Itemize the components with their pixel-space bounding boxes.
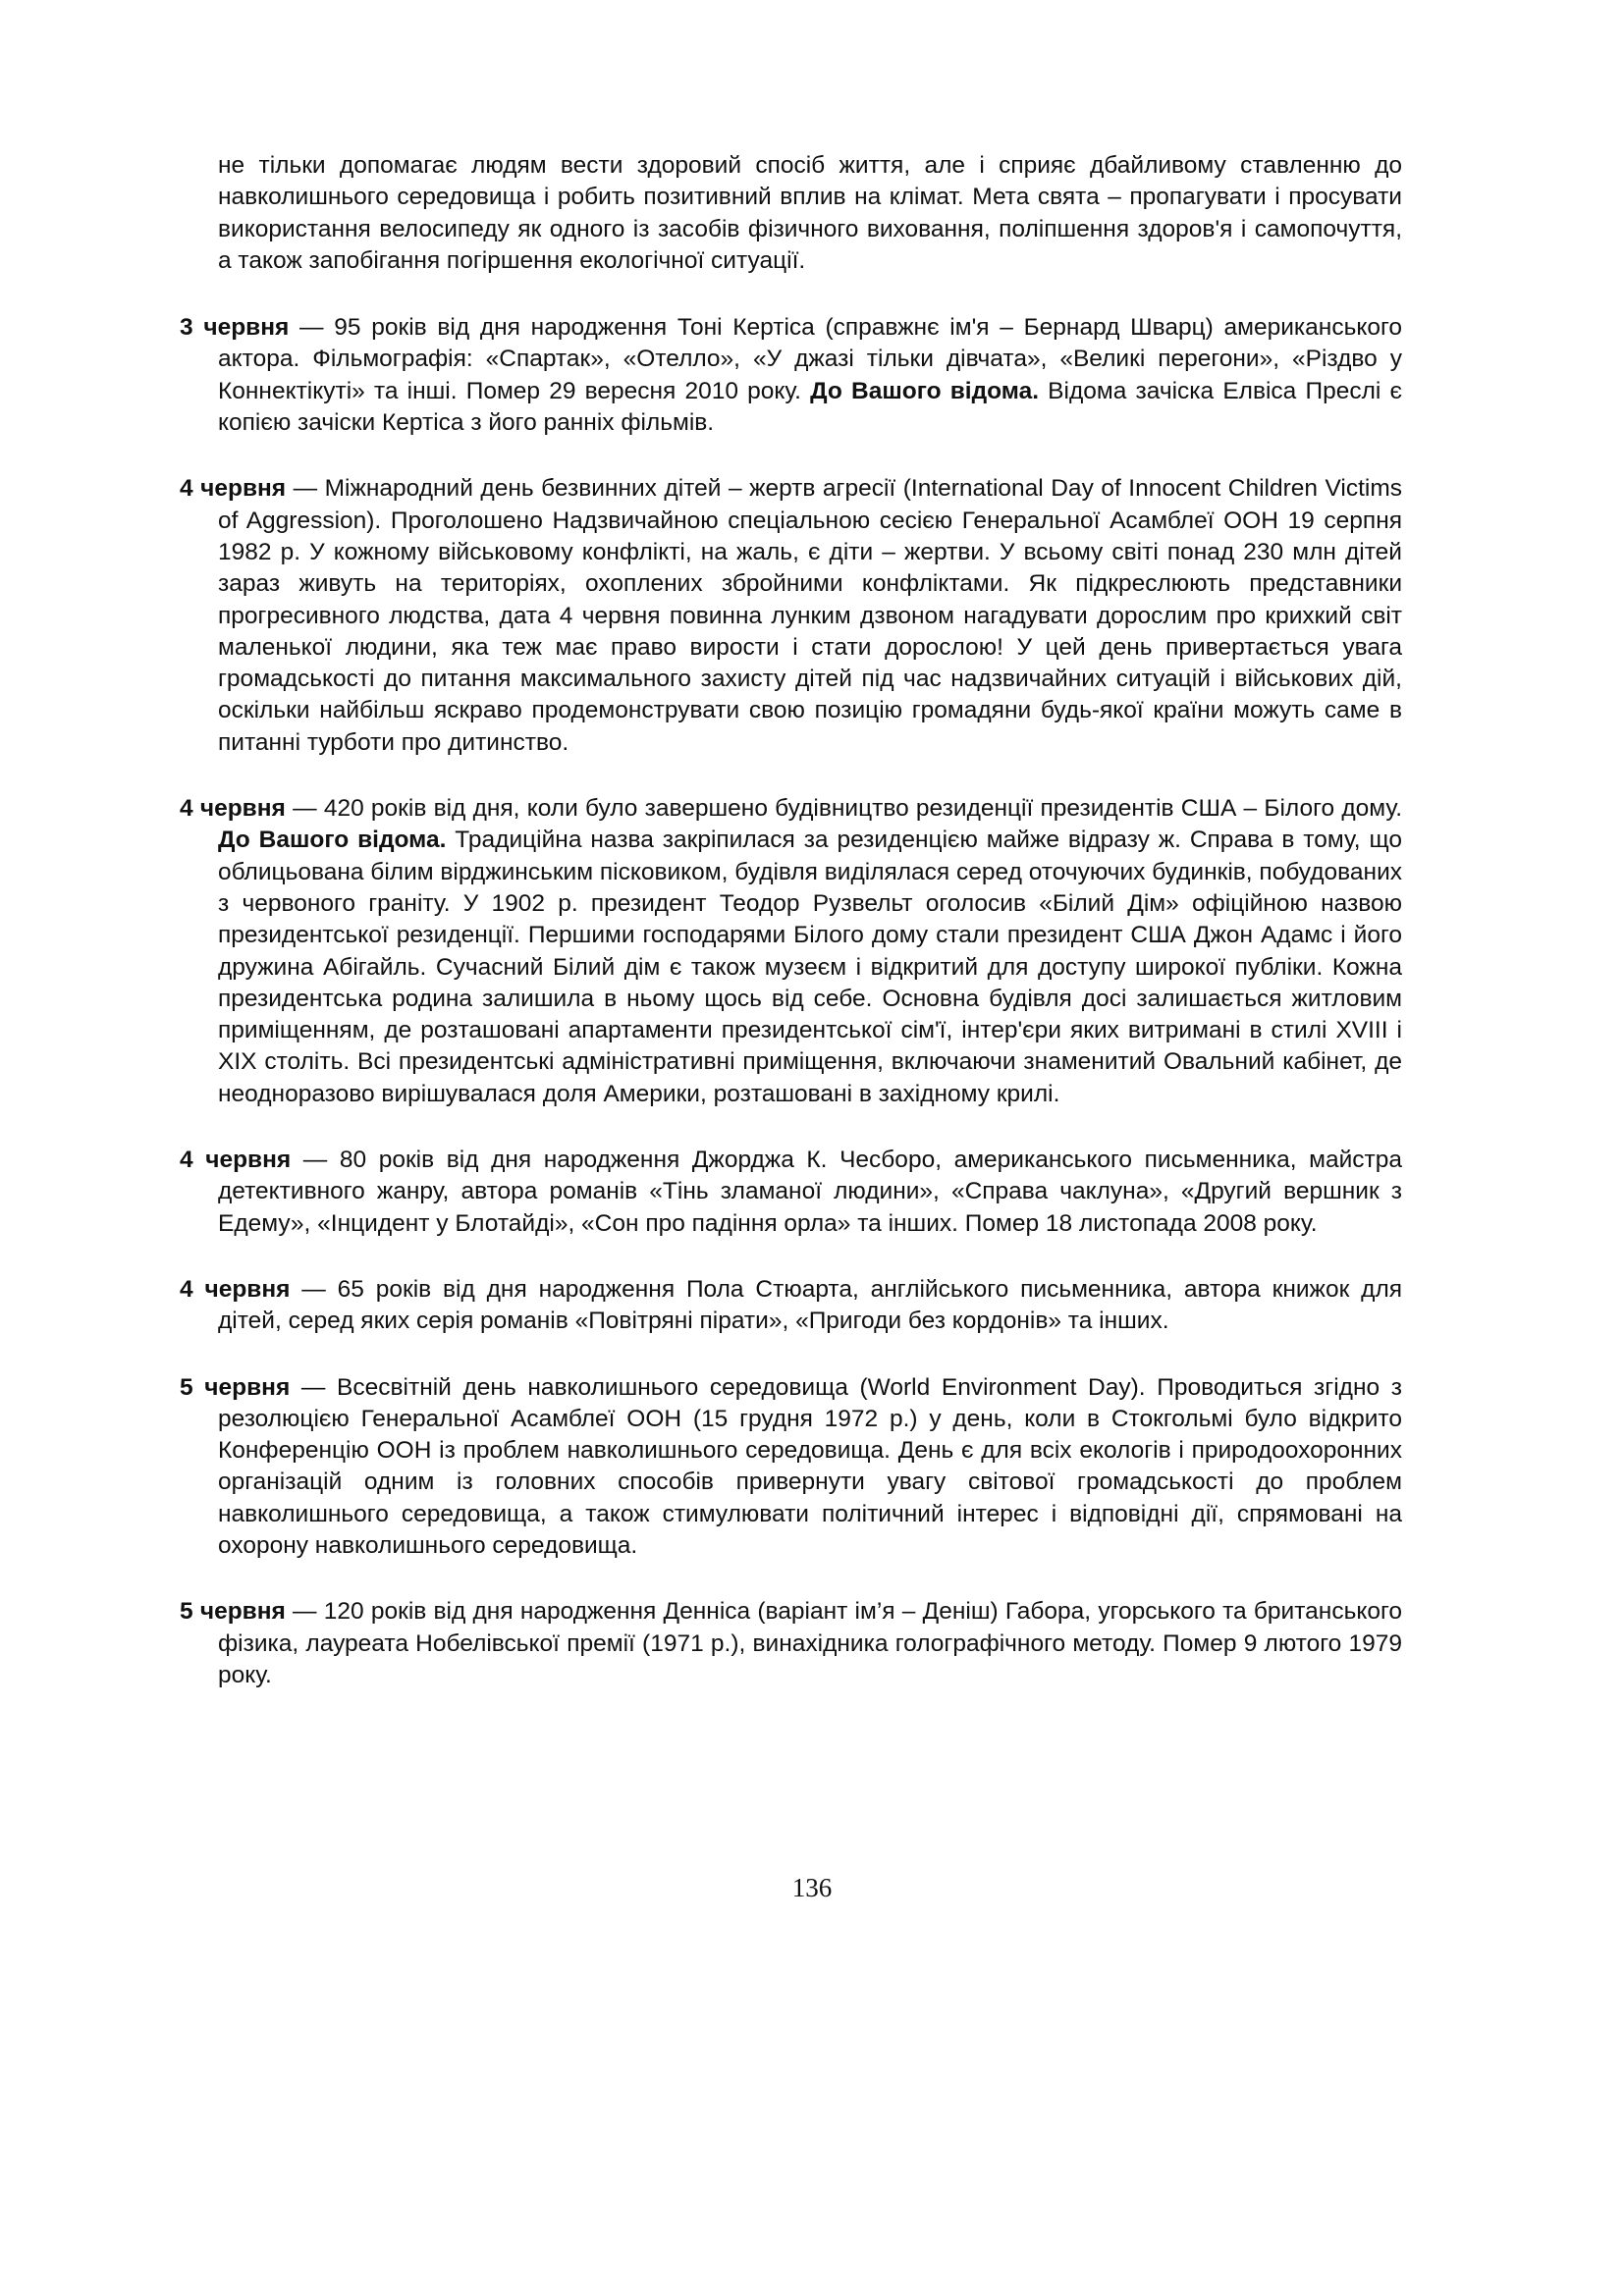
entry-note: До Вашого відома.	[218, 827, 447, 854]
entry-text: — Всесвітній день навколишнього середовища (World Environment Day). Проводиться згідно з резолюцією Генеральної Асамблеї ООН (15 грудня 1972 р.) у день, коли в Стокгольмі було відкрито Конференцію ООН із проблем навколишнього середовища. День є для всіх екологів і природоохоронних організацій одним із головних способів привернути увагу світової громадськості до проблем навколишнього середовища, а також стимулювати політичний інтерес і відповідні дії, спрямовані на охорону навколишнього середовища.	[218, 1373, 1402, 1559]
page-number: 136	[791, 1873, 833, 1902]
page-content	[180, 150, 1402, 1726]
entry-text: — Міжнародний день безвинних дітей – жертв агресії (International Day of Innocent Children Victims of Aggression). Проголошено Надзвичайною спеціальною сесією Генеральної Асамблеї ООН 19 серпня 1982 р. У кожному військовому конфлікті, на жаль, є діти – жертви. У всьому світі понад 230 млн дітей зараз живуть на територіях, охоплених збройними конфліктами. Як підкреслюють представники прогресивного людства, дата 4 червня повинна лунким дзвоном нагадувати дорослим про крихкий світ маленької людини, яка теж має право вирости і стати дорослою! У цей день привертається увага громадськості до питання максимального захисту дітей під час надзвичайних ситуацій і військових дій, оскільки найбільш яскраво продемонструвати свою позицію громадяни будь-якої країни можуть саме в питанні турботи про дитинство.	[218, 475, 1403, 756]
entry-date: 4 червня	[180, 1275, 291, 1303]
calendar-entry-innocent-children-day	[180, 473, 1402, 759]
entry-text: — 420 років від дня, коли було завершено будівництво резиденції президентів США – Білого дому.	[285, 795, 1403, 823]
intro-paragraph: не тільки допомагає людям вести здоровий спосіб життя, але і сприяє дбайливому ставленню до навколишнього середовища і робить позитивний вплив на клімат. Мета свята – пропагувати і просувати використання велосипеду як одного із засобів фізичного виховання, поліпшення здоров'я і самопочуття, а також запобігання погіршення екологічної ситуації.	[218, 152, 1402, 274]
calendar-entry-paul-stewart	[180, 1274, 1402, 1338]
entry-text-continued: Відома зачіска Елвіса Преслі є копією зачіски Кертіса з його ранніх фільмів.	[218, 377, 1402, 437]
calendar-entry-tony-curtis	[180, 312, 1402, 439]
entry-date: 4 червня	[180, 795, 286, 823]
entry-text: — 80 років від дня народження Джорджа К. Чесборо, американського письменника, майстра детективного жанру, автора романів «Тінь зламаної людини», «Справа чаклуна», «Другий вершник з Едему», «Інцидент у Блотайді», «Сон про падіння орла» та інших. Помер 18 листопада 2008 року.	[218, 1147, 1402, 1237]
entry-text-continued: Традиційна назва закріпилася за резиденцією майже відразу ж. Справа в тому, що облицьована білим вірджинським пісковиком, будівля виділялася серед оточуючих будинків, побудованих з червоного граніту. У 1902 р. президент Теодор Рузвельт оголосив «Білий Дім» офіційною назвою президентської резиденції. Першими господарями Білого дому стали президент США Джон Адамс і його дружина Абігайль. Сучасний Білий дім є також музеєм і відкритий для доступу широкої публіки. Кожна президентська родина залишила в ньому щось від себе. Основна будівля досі залишається житловим приміщенням, де розташовані апартаменти президентської сім'ї, інтер'єри яких витримані в стилі XVIII і XIX століть. Всі президентські адміністративні приміщення, включаючи знаменитий Овальний кабінет, де неодноразово вирішувалася доля Америки, розташовані в західному крилі.	[218, 827, 1402, 1107]
entry-date: 4 червня	[180, 1147, 292, 1174]
entry-text: — 65 років від дня народження Пола Стюарта, англійського письменника, автора книжок для дітей, серед яких серія романів «Повітряні пірати», «Пригоди без кордонів» та інших.	[218, 1275, 1403, 1335]
entry-note: До Вашого відома.	[810, 377, 1040, 404]
calendar-entry-dennis-gabor	[180, 1596, 1402, 1691]
entry-date: 5 червня	[180, 1598, 286, 1626]
entry-date: 5 червня	[180, 1373, 291, 1401]
entry-date: 3 червня	[180, 314, 290, 342]
entry-date: 4 червня	[180, 475, 287, 503]
entry-text: — 95 років від дня народження Тоні Кертіса (справжнє ім'я – Бернард Шварц) американського актора. Фільмографія: «Спартак», «Отелло», «У джазі тільки дівчата», «Великі перегони», «Різдво у Коннектікуті» та інші. Помер 29 вересня 2010 року.	[218, 314, 1402, 404]
calendar-entry-chesbro	[180, 1145, 1402, 1240]
entry-text: — 120 років від дня народження Денніса (варіант ім’я – Деніш) Габора, угорського та британського фізика, лауреата Нобелівської премії (1971 р.), винахідника голографічного методу. Помер 9 лютого 1979 року.	[218, 1598, 1402, 1688]
calendar-entry-white-house	[180, 793, 1402, 1110]
calendar-entry-environment-day	[180, 1372, 1402, 1563]
